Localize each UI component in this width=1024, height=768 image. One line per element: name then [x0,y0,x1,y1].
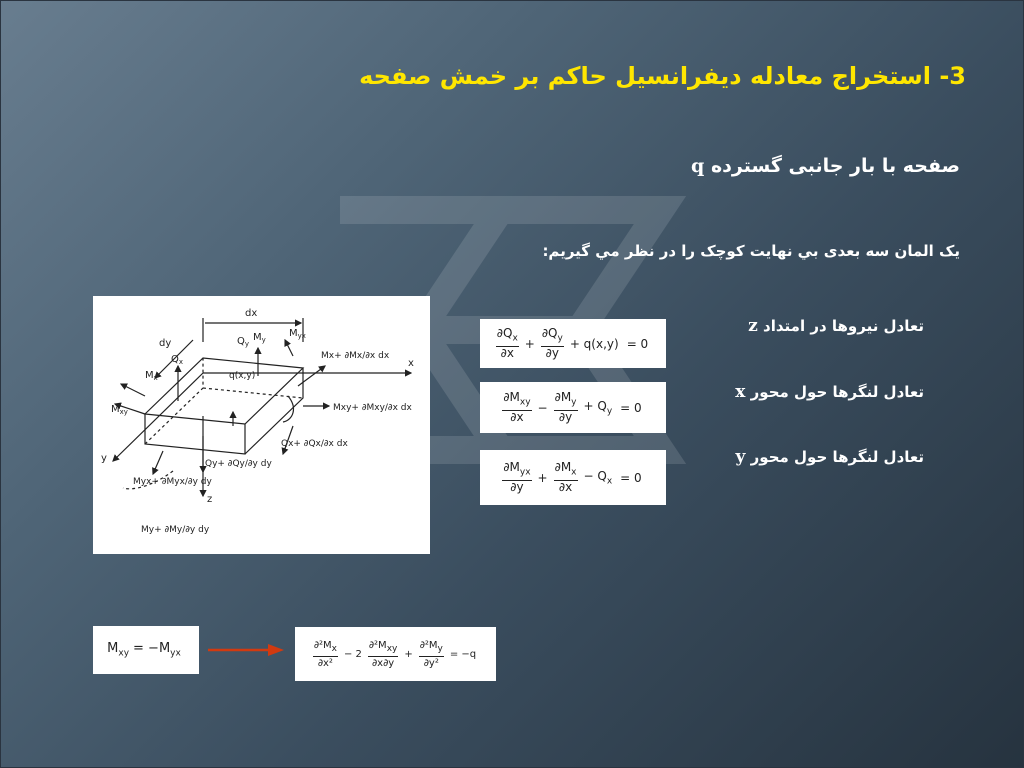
label-mx-increment: Mx+ ∂Mx/∂x dx [321,351,390,361]
subtitle-variable: q [691,155,705,177]
implies-arrow [206,642,286,658]
label-my-increment: My+ ∂My/∂y dy [141,525,210,535]
intro-text: یک المان سه بعدی بي نهايت کوچک را در نظر مي گيريم: [542,242,960,260]
label-qx: $Q_x$ [171,354,184,366]
label-myx: $M_{yx}$ [289,328,306,340]
plate-element-figure [93,296,430,554]
equation-moment-symmetry: $M_{xy}$ = $-M_{yx}$ [93,626,199,674]
label-force-z: تعادل نیروها در امتداد z [748,316,924,336]
label-qxy: q(x,y) [229,371,256,381]
slide-title: 3- استخراج معادله ديفرانسيل حاكم بر خمش صفحه [359,62,966,90]
label-qx-increment: Qx+ ∂Qx/∂x dx [281,439,348,449]
equation-moment-x: $\frac{\partial M_{xy}}{\partial x}$ − $\frac{\partial M_y}{\partial y}$ + $Q_y$ = 0 [480,382,666,433]
plate-element-diagram [93,296,430,554]
slide-subtitle [691,155,960,177]
label-z-axis: z [207,494,213,505]
label-dy: dy [159,338,172,349]
plate-front-face [145,414,245,454]
label-mx: $M_x$ [145,370,158,382]
label-x-axis: x [408,358,414,369]
equation-force-z: $\frac{\partial Q_x}{\partial x}$ + $\frac{\partial Q_y}{\partial y}$ + q(x,y) = 0 [480,319,666,368]
label-qy: $Q_y$ [237,336,250,348]
equation-moment-y: $\frac{\partial M_{yx}}{\partial y}$ + $\frac{\partial M_x}{\partial x}$ − $Q_x$ = 0 [480,450,666,505]
label-dx: dx [245,308,258,319]
label-myx-increment: Myx+ ∂Myx/∂y dy [133,477,212,487]
subtitle-text: صفحه با بار جانبی گسترده [710,155,960,177]
plate-top-face [145,358,303,424]
label-my: $M_y$ [253,332,266,344]
label-mxy: $M_{xy}$ [111,404,128,416]
equation-governing: $\frac{\partial^2M_x}{\text{∂x²}}$ − 2 $\frac{\partial^2M_{xy}}{\partial x\partial y}$ + $\frac{\partial^2M_y}{\text{∂y²}}$ = −q [295,627,496,681]
label-moment-x: تعادل لنگرها حول محور x [735,382,924,402]
label-qy-increment: Qy+ ∂Qy/∂y dy [205,459,272,469]
label-moment-y: تعادل لنگرها حول محور y [735,447,924,467]
label-mxy-increment: Mxy+ ∂Mxy/∂x dx [333,403,412,413]
label-y-axis: y [101,453,107,464]
